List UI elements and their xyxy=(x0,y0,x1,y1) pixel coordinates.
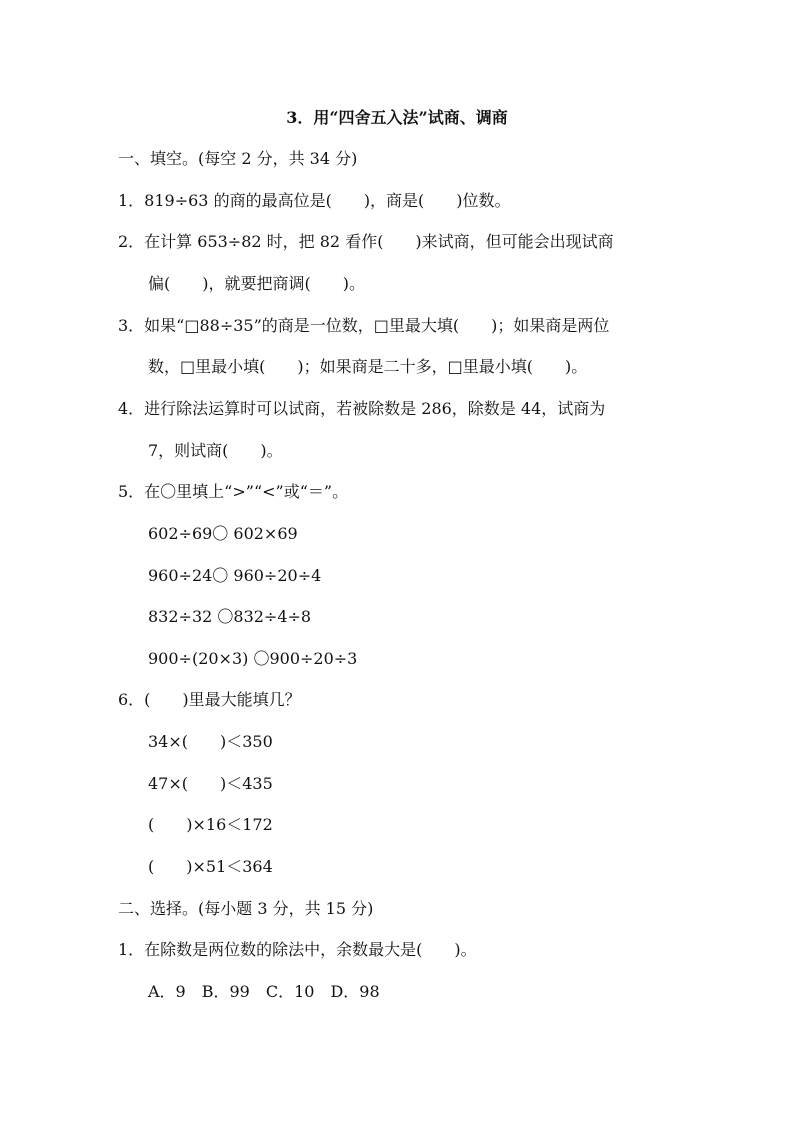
question-1-2-line-1: 2．在计算 653÷82 时，把 82 看作( )来试商，但可能会出现试商 xyxy=(118,232,614,251)
page-title: 3．用“四舍五入法”试商、调商 xyxy=(286,108,508,127)
question-1-4-line-2: 7，则试商( )。 xyxy=(148,441,283,460)
question-2-1: 1．在除数是两位数的除法中，余数最大是( )。 xyxy=(118,940,477,959)
compare-item: 602÷69〇 602×69 xyxy=(148,524,298,543)
question-1-4-line-1: 4．进行除法运算时可以试商，若被除数是 286，除数是 44，试商为 xyxy=(118,399,606,418)
section-1-heading: 一、填空。(每空 2 分，共 34 分) xyxy=(118,149,358,168)
fill-item: 47×( )＜435 xyxy=(148,774,273,793)
question-1-3-line-2: 数，□里最小填( )；如果商是二十多，□里最小填( )。 xyxy=(148,357,588,376)
fill-item: ( )×16＜172 xyxy=(148,815,273,834)
question-1-1: 1．819÷63 的商的最高位是( )，商是( )位数。 xyxy=(118,191,511,210)
compare-item: 832÷32 〇832÷4÷8 xyxy=(148,607,312,626)
fill-item: 34×( )＜350 xyxy=(148,732,273,751)
compare-item: 900÷(20×3) 〇900÷20÷3 xyxy=(148,649,358,668)
question-1-6-prompt: 6．( )里最大能填几？ xyxy=(118,690,301,709)
question-1-3-line-1: 3．如果“□88÷35”的商是一位数，□里最大填( )；如果商是两位 xyxy=(118,316,610,335)
section-2-heading: 二、选择。(每小题 3 分，共 15 分) xyxy=(118,899,374,918)
question-1-2-line-2: 偏( )，就要把商调( )。 xyxy=(148,274,365,293)
fill-item: ( )×51＜364 xyxy=(148,857,273,876)
question-2-1-options: A．9 B．99 C．10 D．98 xyxy=(148,982,380,1001)
compare-item: 960÷24〇 960÷20÷4 xyxy=(148,566,322,585)
question-1-5-prompt: 5．在〇里填上“>”“<”或“＝”。 xyxy=(118,482,349,501)
